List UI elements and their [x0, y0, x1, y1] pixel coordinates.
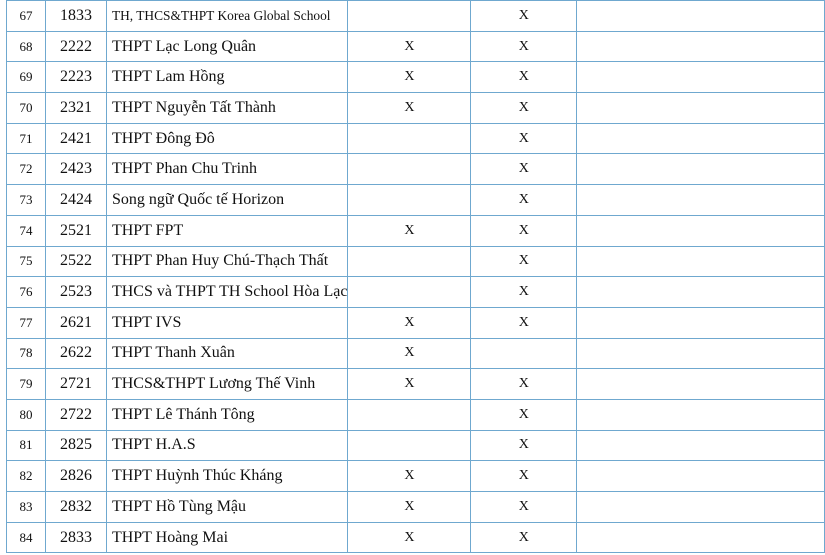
school-name-cell: TH, THCS&THPT Korea Global School: [106, 1, 348, 32]
mark-column-1-cell: [348, 246, 471, 277]
mark-column-2-cell: X: [471, 31, 577, 62]
table-row: [7, 154, 825, 185]
school-name-cell: THPT Hoàng Mai: [106, 522, 348, 553]
school-code-cell: 2523: [45, 277, 106, 308]
empty-column-cell: [577, 93, 825, 124]
empty-column-cell: [577, 185, 825, 216]
row-index-cell: 77: [7, 307, 46, 338]
empty-column-cell: [577, 430, 825, 461]
school-code-cell: 2424: [45, 185, 106, 216]
table-row: [7, 522, 825, 553]
table-row: [7, 277, 825, 308]
school-name-cell: THPT FPT: [106, 215, 348, 246]
mark-column-1-cell: X: [348, 62, 471, 93]
mark-column-1-cell: [348, 154, 471, 185]
mark-column-1-cell: X: [348, 522, 471, 553]
row-index-cell: 84: [7, 522, 46, 553]
school-code-cell: 2721: [45, 369, 106, 400]
row-index-cell: 81: [7, 430, 46, 461]
mark-column-2-cell: X: [471, 399, 577, 430]
school-name-cell: THCS và THPT TH School Hòa Lạc: [106, 277, 348, 308]
mark-column-1-cell: [348, 399, 471, 430]
row-index-cell: 67: [7, 1, 46, 32]
mark-column-1-cell: X: [348, 369, 471, 400]
empty-column-cell: [577, 399, 825, 430]
school-code-cell: 2423: [45, 154, 106, 185]
row-index-cell: 76: [7, 277, 46, 308]
mark-column-1-cell: X: [348, 215, 471, 246]
table-row: [7, 215, 825, 246]
mark-column-1-cell: X: [348, 31, 471, 62]
table-row: [7, 307, 825, 338]
mark-column-2-cell: X: [471, 492, 577, 523]
mark-column-2-cell: X: [471, 154, 577, 185]
school-name-cell: Song ngữ Quốc tế Horizon: [106, 185, 348, 216]
row-index-cell: 82: [7, 461, 46, 492]
row-index-cell: 79: [7, 369, 46, 400]
mark-column-2-cell: [471, 338, 577, 369]
school-name-cell: THPT Đông Đô: [106, 123, 348, 154]
table-row: [7, 338, 825, 369]
school-name-cell: THPT Phan Huy Chú-Thạch Thất: [106, 246, 348, 277]
empty-column-cell: [577, 492, 825, 523]
empty-column-cell: [577, 123, 825, 154]
mark-column-2-cell: X: [471, 307, 577, 338]
row-index-cell: 83: [7, 492, 46, 523]
mark-column-1-cell: [348, 185, 471, 216]
mark-column-2-cell: X: [471, 123, 577, 154]
school-name-cell: THPT Thanh Xuân: [106, 338, 348, 369]
empty-column-cell: [577, 1, 825, 32]
table-row: [7, 62, 825, 93]
mark-column-2-cell: X: [471, 62, 577, 93]
mark-column-2-cell: X: [471, 246, 577, 277]
mark-column-1-cell: X: [348, 93, 471, 124]
mark-column-2-cell: X: [471, 185, 577, 216]
school-code-cell: 2222: [45, 31, 106, 62]
school-name-cell: THPT Lê Thánh Tông: [106, 399, 348, 430]
school-code-cell: 2622: [45, 338, 106, 369]
table-row: [7, 461, 825, 492]
empty-column-cell: [577, 369, 825, 400]
school-name-cell: THPT Lạc Long Quân: [106, 31, 348, 62]
empty-column-cell: [577, 154, 825, 185]
school-code-cell: 2826: [45, 461, 106, 492]
school-name-cell: THPT IVS: [106, 307, 348, 338]
empty-column-cell: [577, 461, 825, 492]
school-table: [6, 0, 825, 553]
school-table-body: [7, 1, 825, 553]
school-name-cell: THCS&THPT Lương Thế Vinh: [106, 369, 348, 400]
school-name-cell: THPT Phan Chu Trinh: [106, 154, 348, 185]
school-code-cell: 2832: [45, 492, 106, 523]
mark-column-2-cell: X: [471, 277, 577, 308]
table-row: [7, 185, 825, 216]
table-row: [7, 369, 825, 400]
empty-column-cell: [577, 246, 825, 277]
school-name-cell: THPT H.A.S: [106, 430, 348, 461]
school-code-cell: 2321: [45, 93, 106, 124]
table-row: [7, 31, 825, 62]
school-name-cell: THPT Nguyễn Tất Thành: [106, 93, 348, 124]
table-row: [7, 1, 825, 32]
mark-column-1-cell: [348, 277, 471, 308]
empty-column-cell: [577, 307, 825, 338]
mark-column-1-cell: [348, 123, 471, 154]
school-code-cell: 2421: [45, 123, 106, 154]
table-row: [7, 399, 825, 430]
mark-column-1-cell: X: [348, 461, 471, 492]
mark-column-2-cell: X: [471, 93, 577, 124]
empty-column-cell: [577, 277, 825, 308]
row-index-cell: 73: [7, 185, 46, 216]
mark-column-2-cell: X: [471, 461, 577, 492]
school-code-cell: 2825: [45, 430, 106, 461]
row-index-cell: 72: [7, 154, 46, 185]
school-name-cell: THPT Lam Hồng: [106, 62, 348, 93]
school-name-cell: THPT Hồ Tùng Mậu: [106, 492, 348, 523]
mark-column-2-cell: X: [471, 430, 577, 461]
mark-column-1-cell: X: [348, 307, 471, 338]
row-index-cell: 78: [7, 338, 46, 369]
empty-column-cell: [577, 31, 825, 62]
mark-column-1-cell: X: [348, 338, 471, 369]
row-index-cell: 68: [7, 31, 46, 62]
school-code-cell: 2521: [45, 215, 106, 246]
school-code-cell: 2833: [45, 522, 106, 553]
empty-column-cell: [577, 215, 825, 246]
school-code-cell: 2621: [45, 307, 106, 338]
school-code-cell: 1833: [45, 1, 106, 32]
empty-column-cell: [577, 522, 825, 553]
table-row: [7, 123, 825, 154]
empty-column-cell: [577, 62, 825, 93]
mark-column-1-cell: [348, 430, 471, 461]
school-code-cell: 2223: [45, 62, 106, 93]
mark-column-2-cell: X: [471, 1, 577, 32]
row-index-cell: 75: [7, 246, 46, 277]
row-index-cell: 80: [7, 399, 46, 430]
school-code-cell: 2522: [45, 246, 106, 277]
school-code-cell: 2722: [45, 399, 106, 430]
empty-column-cell: [577, 338, 825, 369]
school-name-cell: THPT Huỳnh Thúc Kháng: [106, 461, 348, 492]
row-index-cell: 70: [7, 93, 46, 124]
mark-column-2-cell: X: [471, 522, 577, 553]
table-row: [7, 430, 825, 461]
mark-column-2-cell: X: [471, 215, 577, 246]
row-index-cell: 74: [7, 215, 46, 246]
table-row: [7, 93, 825, 124]
table-row: [7, 246, 825, 277]
mark-column-1-cell: X: [348, 492, 471, 523]
row-index-cell: 69: [7, 62, 46, 93]
mark-column-2-cell: X: [471, 369, 577, 400]
row-index-cell: 71: [7, 123, 46, 154]
mark-column-1-cell: [348, 1, 471, 32]
table-row: [7, 492, 825, 523]
